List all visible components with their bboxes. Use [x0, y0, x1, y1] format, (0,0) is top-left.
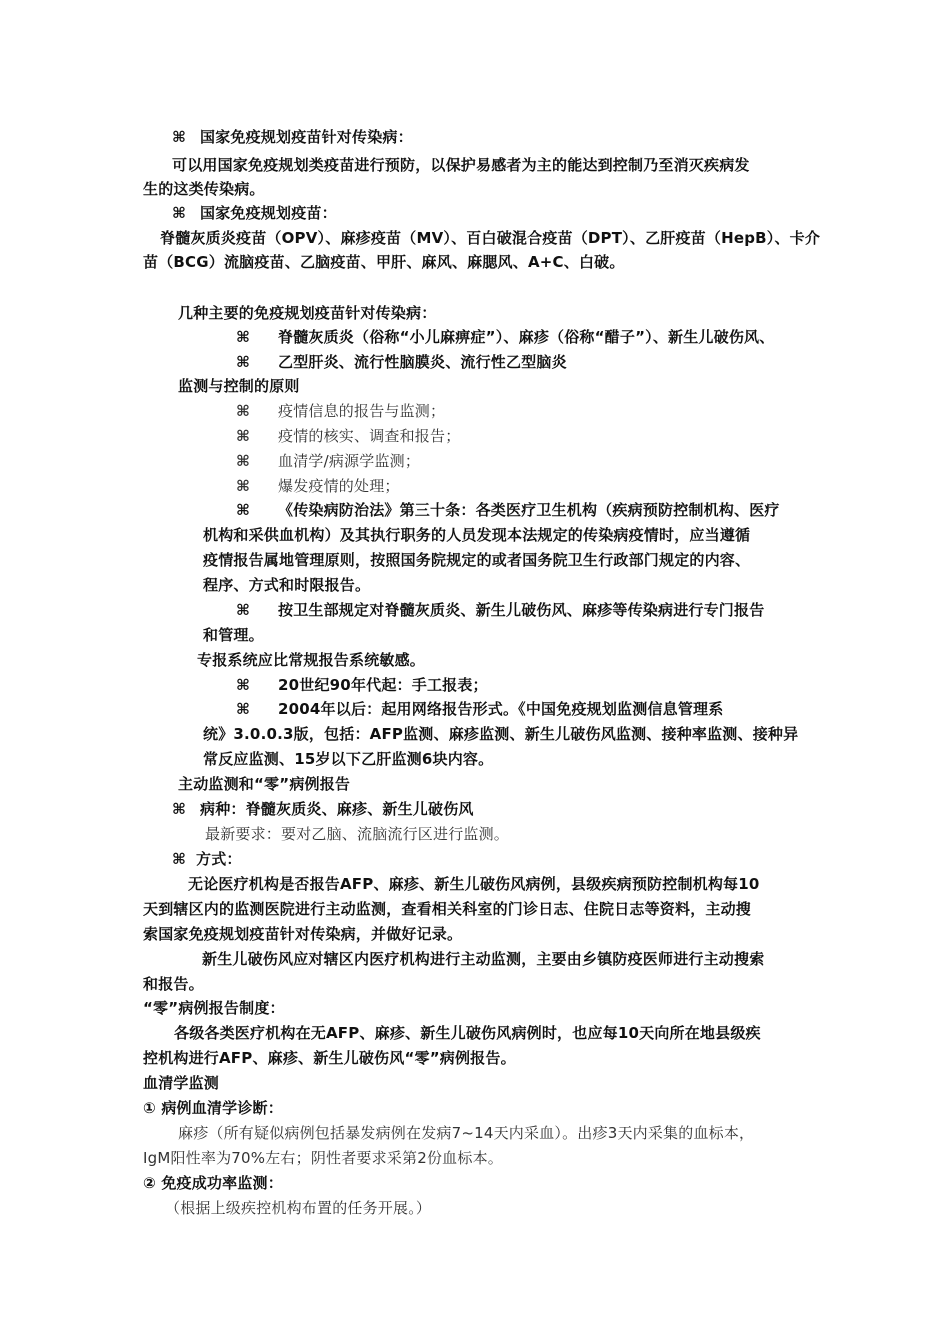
bullet-icon: ⌘: [236, 427, 251, 445]
paragraph-line: 麻疹（所有疑似病例包括暴发病例在发病7~14天内采血）。出疹3天内采集的血标本，: [178, 1124, 755, 1142]
bullet-icon: ⌘: [236, 477, 251, 495]
list-item: ⌘ 病种：脊髓灰质炎、麻疹、新生儿破伤风: [172, 800, 474, 818]
paragraph-line: 苗（BCG）流脑疫苗、乙脑疫苗、甲肝、麻风、麻腮风、A+C、白破。: [143, 253, 625, 271]
paragraph-line: （根据上级疾控机构布置的任务开展。）: [165, 1199, 432, 1217]
paragraph-line: 和管理。: [203, 626, 264, 644]
bullet-icon: ⌘: [236, 501, 251, 519]
paragraph-line: 无论医疗机构是否报告AFP、麻疹、新生儿破伤风病例，县级疾病预防控制机构每10: [188, 875, 760, 893]
heading-zero-report: “零”病例报告制度：: [143, 999, 285, 1017]
bullet-icon: ⌘: [236, 700, 251, 718]
bullet-icon: ⌘: [236, 601, 251, 619]
heading-principles: 监测与控制的原则: [178, 377, 300, 395]
paragraph-line: 各级各类医疗机构在无AFP、麻疹、新生儿破伤风病例时，也应每10天向所在地县级疾: [174, 1024, 761, 1042]
list-item: ⌘ 20世纪90年代起：手工报表；: [236, 676, 488, 694]
paragraph-line: 新生儿破伤风应对辖区内医疗机构进行主动监测，主要由乡镇防疫医师进行主动搜索: [202, 950, 765, 968]
heading-serology: 血清学监测: [143, 1074, 220, 1092]
paragraph-line: 索国家免疫规划疫苗针对传染病，并做好记录。: [143, 925, 463, 943]
paragraph-line: 专报系统应比常规报告系统敏感。: [197, 651, 426, 669]
heading-active-surveillance: 主动监测和“零”病例报告: [178, 775, 351, 793]
paragraph-line: 最新要求：要对乙脑、流脑流行区进行监测。: [205, 825, 510, 843]
list-item: ⌘ 血清学/病源学监测；: [236, 452, 421, 470]
list-item: ⌘ 疫情的核实、调查和报告；: [236, 427, 461, 445]
paragraph-line: 和报告。: [143, 975, 204, 993]
heading-main-diseases: 几种主要的免疫规划疫苗针对传染病：: [178, 304, 437, 322]
list-item: ⌘ 《传染病防治法》第三十条：各类医疗卫生机构（疾病预防控制机构、医疗: [236, 501, 780, 519]
paragraph-line: 疫情报告属地管理原则，按照国务院规定的或者国务院卫生行政部门规定的内容、: [203, 551, 751, 569]
bullet-icon: ⌘: [172, 800, 187, 818]
list-item: ⌘ 脊髓灰质炎（俗称“小儿麻痹症”）、麻疹（俗称“醋子”）、新生儿破伤风、: [236, 328, 775, 346]
bullet-icon: ⌘: [236, 328, 251, 346]
paragraph-line: 常反应监测、15岁以下乙肝监测6块内容。: [203, 750, 494, 768]
paragraph-line: 程序、方式和时限报告。: [203, 576, 371, 594]
list-item: ⌘ 爆发疫情的处理；: [236, 477, 400, 495]
paragraph-line: 统》3.0.0.3版，包括：AFP监测、麻疹监测、新生儿破伤风监测、接种率监测、接种异: [203, 725, 799, 743]
heading-nip-vaccines: ⌘ 国家免疫规划疫苗：: [172, 204, 337, 222]
paragraph-line: 机构和采供血机构）及其执行职务的人员发现本法规定的传染病疫情时，应当遵循: [203, 526, 751, 544]
list-item: ⌘ 方式：: [172, 850, 242, 868]
paragraph-line: 可以用国家免疫规划类疫苗进行预防，以保护易感者为主的能达到控制乃至消灭疾病发: [172, 156, 750, 174]
heading-immunity-monitoring: ② 免疫成功率监测：: [143, 1174, 283, 1192]
list-item: ⌘ 2004年以后：起用网络报告形式。《中国免疫规划监测信息管理系: [236, 700, 724, 718]
bullet-icon: ⌘: [172, 128, 187, 146]
paragraph-line: 脊髓灰质炎疫苗（OPV）、麻疹疫苗（MV）、百白破混合疫苗（DPT）、乙肝疫苗（HepB）、卡介: [160, 229, 821, 247]
bullet-icon: ⌘: [236, 452, 251, 470]
paragraph-line: 控机构进行AFP、麻疹、新生儿破伤风“零”病例报告。: [143, 1049, 516, 1067]
bullet-icon: ⌘: [172, 204, 187, 222]
paragraph-line: 天到辖区内的监测医院进行主动监测，查看相关科室的门诊日志、住院日志等资料，主动搜: [143, 900, 752, 918]
bullet-icon: ⌘: [236, 353, 251, 371]
bullet-icon: ⌘: [236, 402, 251, 420]
list-item: ⌘ 乙型肝炎、流行性脑膜炎、流行性乙型脑炎: [236, 353, 567, 371]
list-item: ⌘ 疫情信息的报告与监测；: [236, 402, 446, 420]
heading-nip-diseases: ⌘ 国家免疫规划疫苗针对传染病：: [172, 128, 413, 146]
list-item: ⌘ 按卫生部规定对脊髓灰质炎、新生儿破伤风、麻疹等传染病进行专门报告: [236, 601, 765, 619]
heading-case-diagnosis: ① 病例血清学诊断：: [143, 1099, 283, 1117]
paragraph-line: 生的这类传染病。: [143, 180, 265, 198]
bullet-icon: ⌘: [236, 676, 251, 694]
paragraph-line: IgM阳性率为70%左右；阴性者要求采第2份血标本。: [143, 1149, 503, 1167]
bullet-icon: ⌘: [172, 850, 187, 868]
